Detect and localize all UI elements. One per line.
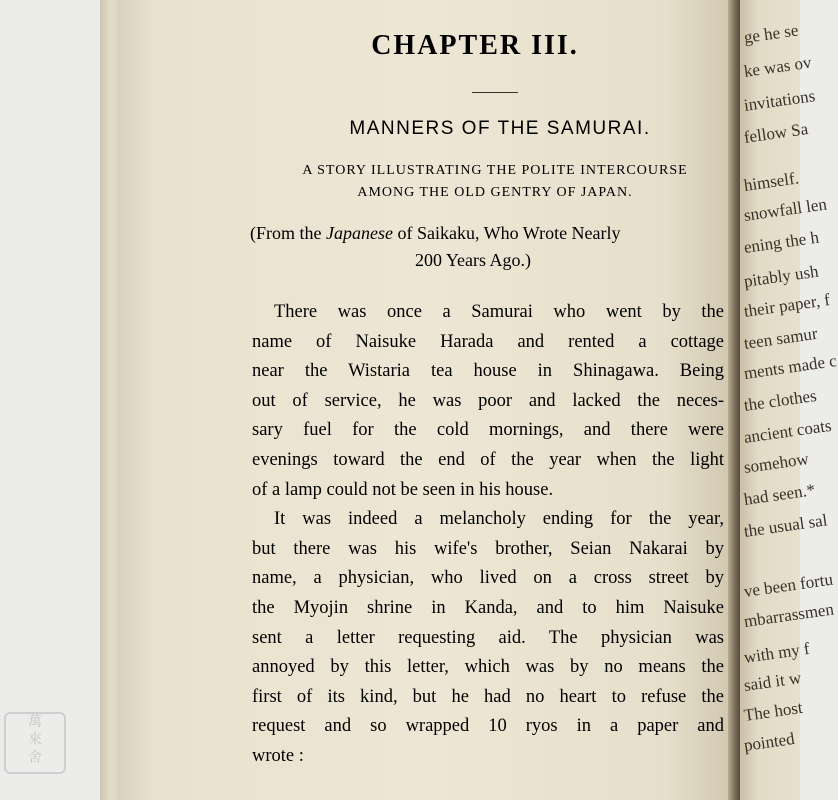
body-line: It was indeed a melancholy ending for the year, <box>274 509 724 530</box>
body-line: sent a letter requesting aid. The physician was <box>252 627 724 648</box>
body-line: evenings toward the end of the year when the light <box>252 449 724 470</box>
body-line: but there was his wife's brother, Seian Nakarai by <box>252 538 724 559</box>
body-line: sary fuel for the cold mornings, and there were <box>252 420 724 441</box>
facing-page-line: ve been fortu <box>742 569 835 601</box>
source-note-post: of Saikaku, Who Wrote Nearly <box>392 223 621 243</box>
facing-page-line: invitations <box>742 86 817 115</box>
facing-page-line: ge he se <box>742 20 800 47</box>
facing-page-line: fellow Sa <box>742 119 810 147</box>
source-note-line-2: 200 Years Ago.) <box>415 250 532 270</box>
body-line: annoyed by this letter, which was by no means the <box>252 657 724 678</box>
chapter-heading: CHAPTER III. <box>371 30 579 61</box>
facing-page-line: said it w <box>742 668 803 695</box>
facing-page-line: snowfall len <box>742 194 829 225</box>
body-line: the Myojin shrine in Kanda, and to him Naisuke <box>252 597 724 618</box>
seal-char: 萬 <box>28 715 42 730</box>
story-line-2: AMONG THE OLD GENTRY OF JAPAN. <box>357 185 633 200</box>
body-line: of a lamp could not be seen in his house. <box>252 479 554 500</box>
body-line: out of service, he was poor and lacked the neces- <box>252 390 724 411</box>
facing-page-line: with my f <box>742 638 811 667</box>
body-line: There was once a Samurai who went by the <box>274 302 724 322</box>
body-line: first of its kind, but he had no heart to refuse the <box>252 686 724 707</box>
facing-page-line: teen samur <box>742 323 819 353</box>
facing-page-line: pitably ush <box>742 261 820 291</box>
facing-page-line: The host <box>742 697 804 725</box>
story-description <box>270 160 720 204</box>
source-note-italic: Japanese <box>326 223 393 243</box>
heading-rule <box>472 92 518 93</box>
facing-page-line: their paper, f <box>742 290 832 321</box>
facing-page-line: had seen.* <box>742 480 817 509</box>
source-note <box>250 220 740 274</box>
facing-page-line: ening the h <box>742 227 821 257</box>
body-line: name of Naisuke Harada and rented a cottage <box>252 331 724 352</box>
body-line: request and so wrapped 10 ryos in a paper and <box>252 716 724 737</box>
facing-page-line: mbarrassmen <box>742 599 836 631</box>
facing-page-line: pointed <box>742 728 796 755</box>
story-line-1: A STORY ILLUSTRATING THE POLITE INTERCOURSE <box>302 163 688 178</box>
facing-page-line: the clothes <box>742 385 818 415</box>
facing-page <box>740 0 838 800</box>
body-line: name, a physician, who lived on a cross street by <box>252 568 724 589</box>
facing-page-line: ancient coats <box>742 415 833 447</box>
source-note-pre: (From the <box>250 223 326 243</box>
body-line: wrote : <box>252 745 304 766</box>
facing-page-line: somehow <box>742 449 810 477</box>
facing-page-line: ments made c <box>742 351 838 383</box>
seal-char: 來 <box>28 733 42 748</box>
watermark-seal <box>4 712 66 774</box>
body-text <box>252 298 724 772</box>
chapter-title: MANNERS OF THE SAMURAI. <box>349 118 651 139</box>
seal-char: 舍 <box>28 751 42 766</box>
body-line: near the Wistaria tea house in Shinagawa. Being <box>252 361 724 382</box>
facing-page-line: the usual sal <box>742 510 829 541</box>
facing-page-line: ke was ov <box>742 52 813 81</box>
facing-page-line: himself. <box>742 168 800 195</box>
